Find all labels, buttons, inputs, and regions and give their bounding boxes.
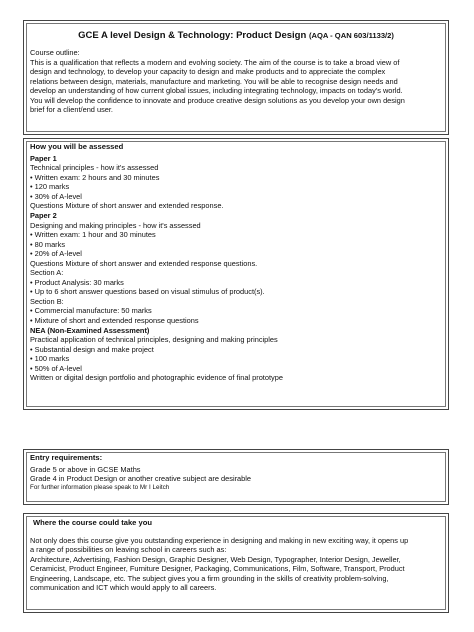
- page-title: [24, 30, 448, 42]
- careers-line: Engineering, Landscape, etc. The subject gives you a firm grounding in the skills of creativity problem-solving,: [30, 573, 389, 583]
- nea-line: Practical application of technical principles, designing and making principles: [30, 335, 278, 345]
- assessment-box: [23, 138, 449, 410]
- assessment-heading: How you will be assessed: [30, 142, 124, 151]
- spacer: [30, 528, 442, 536]
- paper2-line: • 80 marks: [30, 239, 66, 249]
- nea-line: • 50% of A-level: [30, 363, 82, 373]
- course-outline: [30, 48, 442, 115]
- paper2-line: • 20% of A-level: [30, 249, 82, 259]
- careers-box: [23, 513, 449, 613]
- careers-line: communication and ICT which would apply to all careers.: [30, 583, 217, 593]
- paper2-line: • Commercial manufacture: 50 marks: [30, 306, 152, 316]
- nea-line: • Substantial design and make project: [30, 344, 154, 354]
- paper2-line: • Product Analysis: 30 marks: [30, 277, 124, 287]
- outline-line: brief for a client/end user.: [30, 105, 113, 115]
- paper2-line: • Mixture of short and extended response questions: [30, 316, 199, 326]
- paper2-line: Section B:: [30, 296, 64, 306]
- entry-requirements: [30, 453, 442, 492]
- nea-line: • 100 marks: [30, 354, 70, 364]
- careers-line: a range of possibilities on leaving school in careers such as:: [30, 545, 227, 555]
- paper2-line: Questions Mixture of short answer and extended response questions.: [30, 258, 258, 268]
- paper1-line: • 30% of A-level: [30, 191, 82, 201]
- paper1-title: Paper 1: [30, 153, 57, 163]
- outline-label: Course outline:: [30, 48, 80, 57]
- title-text: GCE A level Design & Technology: Product Design: [78, 30, 307, 41]
- careers-line: Not only does this course give you outstanding experience in designing and making in new exciting way, it opens up: [30, 535, 409, 545]
- outline-line: This is a qualification that reflects a modern and evolving society. The aim of the course is to take a broad view of: [30, 57, 400, 67]
- outline-line: design and technology, to develop your capacity to design and make products and to appreciate the complex: [30, 67, 386, 77]
- paper2-line: Designing and making principles - how it's assessed: [30, 220, 201, 230]
- entry-line: Grade 4 in Product Design or another creative subject are desirable: [30, 474, 252, 484]
- assessment-section: [30, 142, 442, 383]
- careers-line: Architecture, Advertising, Fashion Design, Graphic Designer, Web Design, Typographer, Interior Design, Jeweller,: [30, 554, 401, 564]
- qualification-code: (AQA - QAN 603/1133/2): [308, 31, 394, 40]
- careers-line: Ceramicist, Product Engineer, Furniture Designer, Packaging, Communications, Film, Software, Transport, Product: [30, 564, 405, 574]
- paper1-line: • Written exam: 2 hours and 30 minutes: [30, 172, 160, 182]
- paper1-line: • 120 marks: [30, 182, 70, 192]
- paper2-line: • Written exam: 1 hour and 30 minutes: [30, 230, 156, 240]
- entry-heading: Entry requirements:: [30, 453, 103, 462]
- paper2-line: • Up to 6 short answer questions based on visual stimulus of product(s).: [30, 287, 265, 297]
- paper2-title: Paper 2: [30, 211, 57, 221]
- entry-requirements-box: [23, 449, 449, 505]
- careers-section: [30, 518, 442, 593]
- outline-line: relations between design, materials, manufacture and marketing. You will be able to recognise design needs and: [30, 76, 398, 86]
- paper2-line: Section A:: [30, 268, 64, 278]
- nea-title: NEA (Non-Examined Assessment): [30, 325, 150, 335]
- outline-line: develop an understanding of how current global issues, including integrating technology, impacts on today's world.: [30, 86, 403, 96]
- nea-line: Written or digital design portfolio and photographic evidence of final prototype: [30, 373, 283, 383]
- careers-heading: Where the course could take you: [33, 518, 152, 527]
- paper1-line: Technical principles - how it's assessed: [30, 163, 159, 173]
- entry-note: For further information please speak to Mr I Leitch: [30, 483, 170, 491]
- course-outline-box: [23, 20, 449, 135]
- entry-line: Grade 5 or above in GCSE Maths: [30, 464, 141, 474]
- paper1-line: Questions Mixture of short answer and extended response.: [30, 201, 224, 211]
- outline-line: You will develop the confidence to innovate and produce creative design solutions as you develop your own design: [30, 95, 405, 105]
